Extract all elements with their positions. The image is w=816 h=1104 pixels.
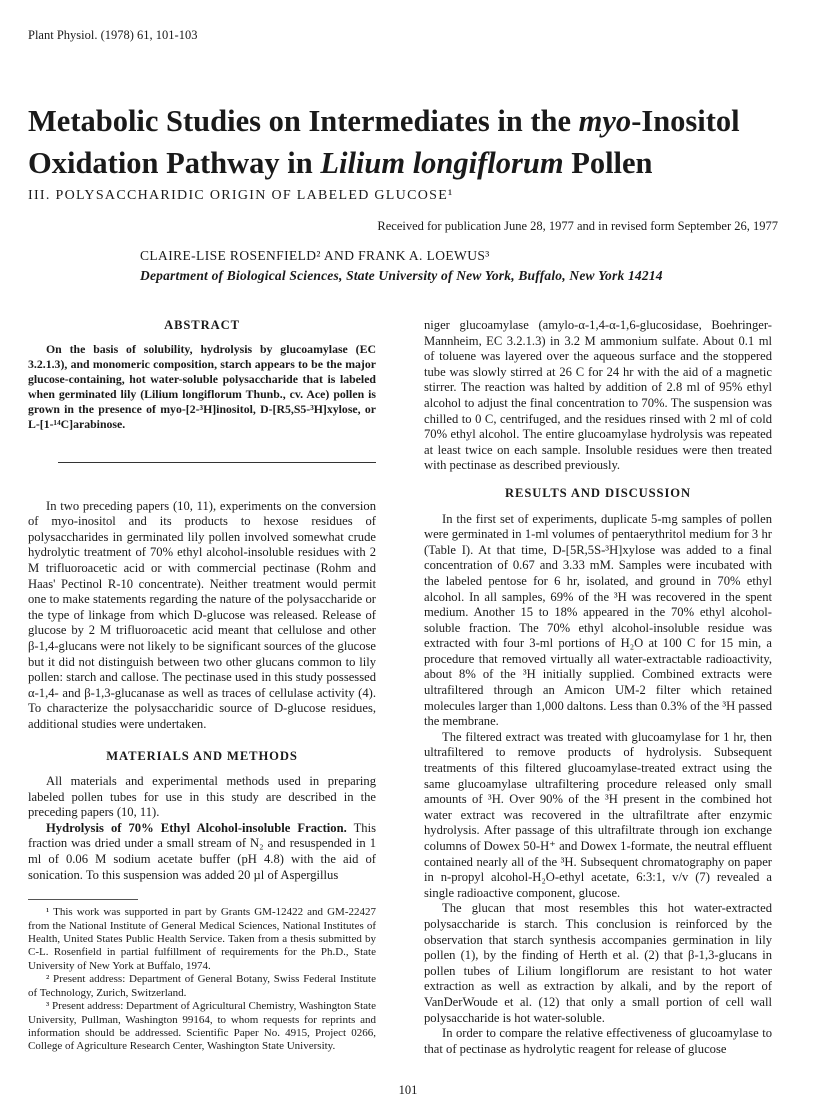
methods-paragraph-2-text: This fraction was dried under a small stream of N₂ and resuspended in 1 ml of 0.06 M sodium acetate buffer (pH 4.8) with the aid of sonication. To this suspension was added 20 µl of Aspergillus [28,820,376,882]
results-paragraph-4: In order to compare the relative effectiveness of glucoamylase to that of pectinase as hydrolytic reagent for release of glucose [424,1026,772,1056]
methods-paragraph-2 [28,821,376,883]
paper-subtitle: III. POLYSACCHARIDIC ORIGIN OF LABELED GLUCOSE¹ [28,188,454,203]
footnote-3: ³ Present address: Department of Agricultural Chemistry, Washington State University, Pullman, Washington 99164, to whom requests for reprints and information should be addressed. Scientific Paper No. 4915, Project 0266, College of Agriculture Research Center, Washington State University. [28,1000,376,1053]
right-column [424,318,772,1057]
results-paragraph-3: The glucan that most resembles this hot water-extracted polysaccharide is starch. This conclusion is reinforced by the observation that starch synthesis accompanies germination in lily pollen (1), by the finding of Herth et al. (2) that β-1,3-glucans in pollen tubes of Lilium longiflorum are resistant to hot water extraction as well as extraction by alkali, and by the report of VanDerWoude et al. (12) that only a small portion of cell wall polysaccharide is hot water-soluble. [424,901,772,1025]
methods-paragraph-1: All materials and experimental methods used in preparing labeled pollen tubes for use in this study are described in the preceding papers (10, 11). [28,774,376,820]
results-heading: RESULTS AND DISCUSSION [505,485,691,500]
footnote-1: ¹ This work was supported in part by Grants GM-12422 and GM-22427 from the National Institute of General Medical Sciences, National Institutes of Health, United States Public Health Service. Taken from a thesis submitted by C-L. Rosenfield in partial fulfillment of requirements for the Ph.D., State University of New York at Buffalo, 1974. [28,906,376,972]
authors: CLAIRE-LISE ROSENFIELD² AND FRANK A. LOEWUS³ [140,248,490,263]
affiliation: Department of Biological Sciences, State University of New York, Buffalo, New York 14214 [140,268,663,283]
title-part-1: Metabolic Studies on Intermediates in the [28,104,579,138]
title-part-3: -Inositol Oxidation Pathway in [28,104,740,180]
title-part-5: Pollen [563,146,653,180]
results-paragraph-1: In the first set of experiments, duplicate 5-mg samples of pollen were germinated in 1-ml volumes of pentaerythritol medium for 3 hr (Table I). At that time, D-[5R,5S-³H]xylose was added to a final concentration of 0.67 and 3.33 mM. Samples were incubated with the labeled pentose for 6 hr, isolated, and ground in 70% ethyl alcohol. In all samples, 69% of the ³H was recovered in the spent medium. Another 15 to 18% appeared in the 70% ethyl alcohol-soluble fraction. The 70% ethyl alcohol-insoluble residue was extracted with four 3-ml portions of H₂O at 100 C for 15 min, a procedure that removed virtually all water-extractable radioactivity, about 8% of the ³H initially supplied. Combined extracts were ultrafiltered through an Amicon UM-2 filter which retained molecules larger than 1,000 daltons. Less than 0.3% of the ³H passed the membrane. [424,511,772,729]
abstract-text: On the basis of solubility, hydrolysis by glucoamylase (EC 3.2.1.3), and monomeric composition, starch appears to be the major glucose-containing, hot water-soluble polysaccharide that is labeled when germinated lily (Lilium longiflorum Thunb., cv. Ace) pollen is grown in the presence of myo-[2-³H]inositol, D-[R5,S5-³H]xylose, or L-[1-¹⁴C]arabinose. [28,341,376,431]
intro-paragraph: In two preceding papers (10, 11), experiments on the conversion of myo-inositol and its products to hexose residues of polysaccharides in germinated lily pollen involved somewhat crude hydrolytic treatment of 70% ethyl alcohol-insoluble residues with 2 M trifluoroacetic acid or with commercial pectinase (Rohm and Haas' Pectinol R-10 concentrate). Neither treatment would permit one to make statements regarding the nature of the polysaccharide or the type of linkage from which D-glucose was released. Release of glucose by 2 M trifluoroacetic acid meant that cellulose and other β-1,4-glucans were not likely to be significant sources of the glucose but it did not distinguish between two other glucans common to lily pollen: starch and callose. The pectinase used in this study possessed α-1,4- and β-1,3-glucanase as well as traces of cellulase activity (4). To characterize the polysaccharidic source of D-glucose residues, additional studies were undertaken. [28,498,376,731]
methods-continuation: niger glucoamylase (amylo-α-1,4-α-1,6-glucosidase, Boehringer-Mannheim, EC 3.2.1.3) in 3.2 M ammonium sulfate. About 0.1 ml of toluene was layered over the aqueous surface and the stoppered tube was slowly stirred at 26 C for 24 hr with the aid of a magnetic stirrer. The reaction was halted by addition of 2.8 ml of 95% ethyl alcohol to adjust the final concentration to 70%. The suspension was chilled to 0 C, centrifuged, and the residues rinsed with 2 ml of cold 70% ethyl alcohol. The entire glucoamylase hydrolysis was repeated at least twice on each sample. Insoluble residues were then treated with pectinase as described previously. [424,318,772,473]
journal-citation: Plant Physiol. (1978) 61, 101-103 [28,28,198,42]
paper-title [28,100,798,184]
left-column [28,318,376,1054]
page-number: 101 [398,1083,418,1097]
abstract-heading: ABSTRACT [164,318,240,332]
methods-heading: MATERIALS AND METHODS [106,748,298,763]
results-paragraph-2: The filtered extract was treated with glucoamylase for 1 hr, then ultrafiltered to remove products of hydrolysis. Subsequent treatments of this filtered glucoamylase-treated extract using the same glucoamylase ultrafiltering procedure released only small amounts of ³H. Over 90% of the ³H present in the combined hot water extract was recovered in the ultrafiltrate after enzymic hydrolysis. After passage of this ultrafiltrate through ion exchange columns of Dowex 50-H⁺ and Dowex 1-formate, the neutral effluent contained nearly all of the ³H. Subsequent chromatography on paper in n-propyl alcohol-H₂O-ethyl acetate, 6:3:1, v/v (7) revealed a single radioactive component, glucose. [424,729,772,900]
received-date: Received for publication June 28, 1977 and in revised form September 26, 1977 [377,219,778,233]
methods-runin-heading: Hydrolysis of 70% Ethyl Alcohol-insoluble Fraction. [46,820,347,835]
title-italic-species: Lilium longiflorum [320,146,564,180]
footnote-2: ² Present address: Department of General Botany, Swiss Federal Institute of Technology, Zurich, Switzerland. [28,973,376,999]
title-italic-myo: myo [578,104,632,138]
